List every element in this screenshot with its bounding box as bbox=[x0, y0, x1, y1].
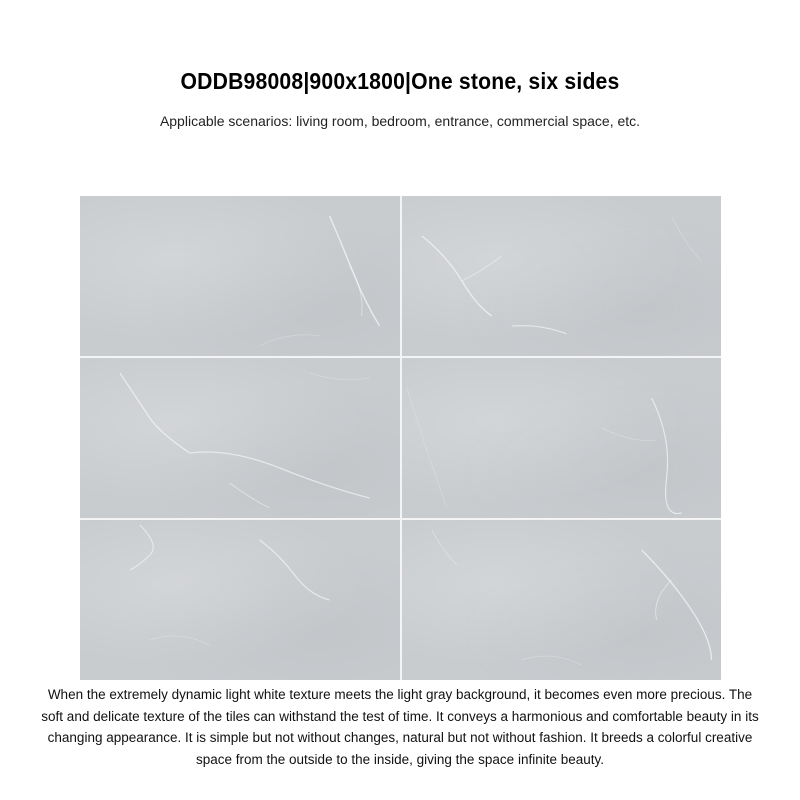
tile-2 bbox=[402, 196, 722, 356]
marble-vein-pattern bbox=[402, 196, 722, 356]
marble-vein-pattern bbox=[402, 520, 722, 680]
tile-layout-image bbox=[80, 196, 721, 680]
tile-3 bbox=[80, 358, 400, 518]
tile-1 bbox=[80, 196, 400, 356]
tile-5 bbox=[80, 520, 400, 680]
product-description: When the extremely dynamic light white texture meets the light gray background, it becomes even more precious. The soft and delicate texture of the tiles can withstand the test of time. It conveys a harmonious and comfortable beauty in its changing appearance. It is simple but not without changes, natural but not without fashion. It breeds a colorful creative space from the outside to the inside, giving the space infinite beauty. bbox=[41, 687, 759, 767]
tile-4 bbox=[402, 358, 722, 518]
applicable-scenarios-text: Applicable scenarios: living room, bedroom, entrance, commercial space, etc. bbox=[159, 113, 641, 129]
marble-vein-pattern bbox=[402, 358, 722, 518]
marble-vein-pattern bbox=[80, 358, 400, 518]
marble-vein-pattern bbox=[80, 196, 400, 356]
page-title: ODDB98008|900x1800|One stone, six sides bbox=[180, 68, 620, 94]
tile-6 bbox=[402, 520, 722, 680]
marble-vein-pattern bbox=[80, 520, 400, 680]
